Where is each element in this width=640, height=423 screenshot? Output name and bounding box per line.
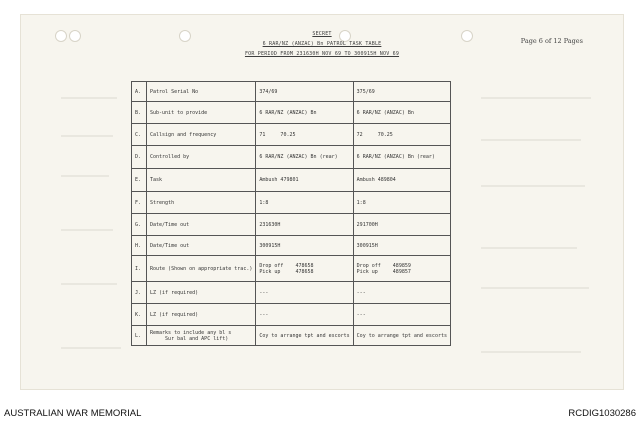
patrol-2-value: 6 RAR/NZ (ANZAC) Bn (rear) [353,146,450,169]
row-letter: E. [132,169,147,192]
show-through [481,97,591,99]
table-row [132,82,451,102]
document-page [20,14,624,390]
row-letter: D. [132,146,147,169]
patrol-2-value: 291700H [353,214,450,236]
table-row [132,282,451,304]
patrol-1-value: 231630H [256,214,353,236]
show-through [61,135,113,137]
row-letter: H. [132,236,147,256]
document-title: 6 RAR/NZ (ANZAC) Bn PATROL TASK TABLE [262,41,382,47]
row-label: Callsign and frequency [147,124,256,146]
row-label: Controlled by [147,146,256,169]
row-letter: F. [132,192,147,214]
patrol-1-value: 6 RAR/NZ (ANZAC) Bn [256,102,353,124]
row-label: Route (Shown on appropriate trac.) [147,256,256,282]
show-through [61,347,121,349]
row-letter: A. [132,82,147,102]
table-row [132,256,451,282]
show-through [61,175,109,177]
patrol-1-value: Coy to arrange tpt and escorts [256,326,353,346]
row-letter: G. [132,214,147,236]
patrol-1-value: --- [256,282,353,304]
show-through [481,139,581,141]
show-through [481,351,581,353]
patrol-1-value: 6 RAR/NZ (ANZAC) Bn (rear) [256,146,353,169]
archive-footer-left: AUSTRALIAN WAR MEMORIAL [4,408,142,419]
patrol-2-value: 1:8 [353,192,450,214]
row-label: Patrol Serial No [147,82,256,102]
patrol-2-value: Drop off 489859 Pick up 489857 [353,256,450,282]
classification-marking: SECRET [312,31,332,37]
row-letter: B. [132,102,147,124]
table-row [132,102,451,124]
patrol-task-table [131,81,451,346]
patrol-1-value: 374/69 [256,82,353,102]
patrol-2-value: 72 70.25 [353,124,450,146]
table-row [132,169,451,192]
show-through [481,247,577,249]
patrol-1-value: 1:8 [256,192,353,214]
patrol-1-value: Ambush 479801 [256,169,353,192]
row-label: Strength [147,192,256,214]
show-through [61,97,117,99]
show-through [481,287,589,289]
patrol-2-value: --- [353,304,450,326]
patrol-2-value: 6 RAR/NZ (ANZAC) Bn [353,102,450,124]
patrol-1-value: --- [256,304,353,326]
table-row [132,214,451,236]
patrol-1-value: Drop off 478658 Pick up 478658 [256,256,353,282]
patrol-2-value: 300915H [353,236,450,256]
row-label: Date/Time out [147,214,256,236]
row-letter: J. [132,282,147,304]
table-row [132,124,451,146]
table-row [132,192,451,214]
row-letter: I. [132,256,147,282]
show-through [61,229,113,231]
table-row [132,146,451,169]
patrol-1-value: 300915H [256,236,353,256]
row-label: Task [147,169,256,192]
row-label: Date/Time out [147,236,256,256]
row-label: Remarks to include any bl s Sur bal and APC lift) [147,326,256,346]
row-label: Sub-unit to provide [147,102,256,124]
period-line: FOR PERIOD FROM 231630H NOV 69 TO 300915H NOV 69 [244,51,400,57]
row-label: LZ (if required) [147,304,256,326]
row-letter: C. [132,124,147,146]
show-through [61,283,117,285]
patrol-2-value: --- [353,282,450,304]
patrol-1-value: 71 70.25 [256,124,353,146]
patrol-2-value: Ambush 489804 [353,169,450,192]
table-row [132,326,451,346]
page-number: Page 6 of 12 Pages [520,37,583,45]
row-label: LZ (if required) [147,282,256,304]
patrol-2-value: Coy to arrange tpt and escorts [353,326,450,346]
patrol-2-value: 375/69 [353,82,450,102]
table-row [132,304,451,326]
row-letter: K. [132,304,147,326]
row-letter: L. [132,326,147,346]
archive-footer-right: RCDIG1030286 [568,408,636,419]
table-row [132,236,451,256]
show-through [481,185,585,187]
